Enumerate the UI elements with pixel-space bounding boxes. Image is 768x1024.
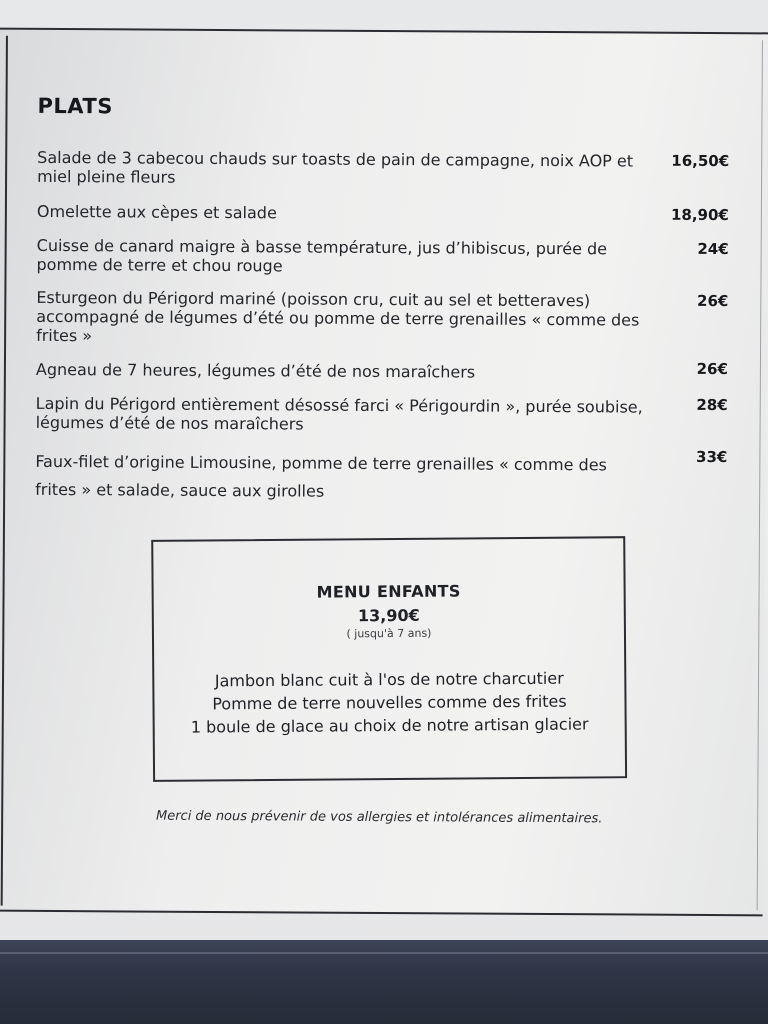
kids-menu-item: 1 boule de glace au choix de notre artisan glacier: [190, 714, 589, 737]
board-stripe: [0, 952, 768, 954]
dish-price: 26€: [696, 359, 728, 379]
dish-name: Esturgeon du Périgord mariné (poisson cru, cuit au sel et betteraves) accompagné de légumes d’été ou pomme de terre grenailles « comme des frites »: [36, 287, 640, 346]
dish-price: 16,50€: [671, 151, 730, 171]
dish-name: Omelette aux cèpes et salade: [36, 201, 277, 223]
section-title: PLATS: [37, 93, 113, 119]
menu-sheet: [0, 28, 768, 917]
dish-name: Cuisse de canard maigre à basse température, jus d’hibiscus, purée de pomme de terre et chou rouge: [36, 235, 608, 276]
dish-name: Salade de 3 cabecou chauds sur toasts de pain de campagne, noix AOP et miel pleine fleurs: [37, 147, 634, 187]
board-bottom: [0, 940, 768, 1024]
allergy-note: Merci de nous prévenir de vos allergies et intolérances alimentaires.: [155, 808, 603, 827]
kids-menu-box: [151, 536, 627, 782]
dish-price: 33€: [696, 447, 728, 467]
dish-price: 28€: [696, 395, 728, 415]
kids-menu-price: 13,90€: [357, 605, 420, 626]
dish-name: Agneau de 7 heures, légumes d’été de nos maraîchers: [35, 359, 476, 382]
kids-menu-item: Pomme de terre nouvelles comme des frites: [212, 691, 567, 714]
dish-price: 26€: [696, 291, 729, 311]
dish-price: 24€: [697, 239, 729, 259]
kids-menu-age-note: ( jusqu'à 7 ans): [346, 626, 432, 641]
dish-price: 18,90€: [670, 205, 729, 225]
kids-menu-title: MENU ENFANTS: [316, 581, 461, 602]
dish-name: Faux-filet d’origine Limousine, pomme de terre grenailles « comme des frites » et salade, sauce aux girolles: [35, 451, 607, 501]
kids-menu-items: [154, 666, 625, 739]
kids-menu-item: Jambon blanc cuit à l'os de notre charcutier: [214, 668, 564, 691]
dish-name: Lapin du Périgord entièrement désossé farci « Périgourdin », purée soubise, légumes d’été de nos maraîchers: [35, 393, 643, 434]
